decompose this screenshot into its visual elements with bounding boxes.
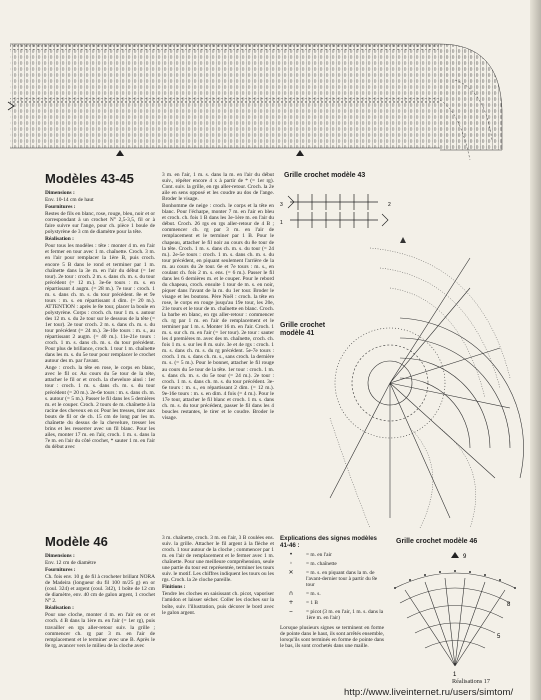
svg-text:2: 2 <box>388 202 391 208</box>
grid-46-label: Grille crochet modèle 46 <box>396 538 478 545</box>
legend-text: = m. s. en piquant dans la m. de l'avant-dernier tour à partir du 8e tour <box>306 570 378 588</box>
angel-text: Ange : croch. la tête en rose, le corps en blanc, avec le fil or. Au cours du 5e tour de la tête, attacher le fil or et croch. la chevelure ainsi : 1er tour : croch. 1 m. s. dans ch. m. s. du tour précédent (= 20 m.). 2e-6e tours : m. s. dans ch. m. s. autour (= 5 m.). Passer le fil dans les 5 dernières m. et le couper. Croch. 2 tours de m. chaînette à la racine des cheveux en or. Pour les tresses, tirer aux bouts de fil or de ch. 15 cm de long par les m. chaînette du dessus de la chevelure, tresser les brins et les resserrer avec un fil blanc. Pour les ailes, monter 17 m. en l'air, croch. 1 m. s. dans la 7e m. en l'air du côté crochet, * sauter 1 m. en l'air du début avec <box>45 365 155 450</box>
section-title-43-45: Modèles 43-45 <box>45 171 134 186</box>
cross-stitch-icon: ✕ <box>288 569 294 576</box>
snowman-santa-text: Bonhomme de neige : croch. le corps et la tête en blanc. Pour l'écharpe, monter 7 m. en l'air en bleu et croch. ch. fois 1 B dans les 3e-1ère m. en l'air du début. Croch. 26 rgs en rgs aller-retour de 4 B ; commencer ch. rg par 3 m. en l'air de remplacement et le terminer par 1 B. Pour le chapeau, attacher le fil noir au cours du 8e tour de la tête. Croch. 1 m. s. dans ch. m. s. du tour (= 24 m.). 2e-5e tours : croch. 1 m. s. dans ch. m. s. du tour précédent, en piquant seulement l'arrière de la m. au cours du 2e tour. 6e et 7e tours : m. s., en coulant ch. fois 2 m. s. ens. (= 6 m.). Passer le fil dans les 6 dernières m. et le couper. Pour le rebord du chapeau, croch. ensuite 1 tour de m. s. en noir, piquer dans l'avant de la m. du 1er tour. Broder le visage et les boutons. Père Noël : croch. la tête en rose, le corps en rouge jusqu'au 19e tour, les 20e, 21e tours et le tour de m. chaînette en blanc. Croch. la barbe en blanc, en rgs aller-retour : commencer ch. rg par 1 m. en l'air de remplacement et le terminer par 1 m. s. Monter 16 m. en l'air. Croch. 1 m. s. sur ch. m. en l'air (= 1er tour). 2e tour : sauter les 4 premières m. avec des m. chaînette, croch. ch. fois 1 m. s. sur les 8 m. suiv. 3e et 4e rgs : croch. 1 m. s. dans ch. m. s. du rg précédent. 5e-7e tours : croch. 1 m. s. dans ch. m. s., sans croch. la dernière m. s. (= 5 m.). Pour le bonnet, attacher le fil rouge au cours du 5e tour de la tête. 1er tour : croch. 1 m. s. dans ch. m. s. du 5e tour (= 24 m.). 2e tour : croch. 1 m. s. dans ch. m. s. du tour précédent. 3e-6e tours : m. s., en répartissant 2 dim. (= 12 m.). 9e-16e tours : m. s. en dim. 4 fois (= 4 m.). Pour le 17e tour, attacher le fil blanc et croch. 1 m. s. dans ch. m. s. du tour précédent, passer le fil dans les 4 boucles restantes, le tirer et le coudre. Broder le visage. <box>162 203 274 421</box>
instructions-column-1 <box>45 172 155 451</box>
realisation-heading: Réalisation : <box>45 236 74 243</box>
top-crochet-chart <box>0 0 541 170</box>
svg-text:1: 1 <box>280 220 283 226</box>
svg-text:9: 9 <box>463 554 467 560</box>
slip-stitch-icon: ◦ <box>289 560 293 567</box>
instructions-column-4 <box>162 535 274 617</box>
legend-item <box>280 600 384 606</box>
legend-text: = m. chaînette <box>306 561 337 567</box>
realisation-text-46: Pour une cloche, monter 4 m. en l'air en or et croch. 4 B dans la 1ère m. en l'air (= 1er rg), puis travailler en rgs aller-retour suiv. la grille ; commencer ch. rg par 3 m. en l'air de remplacement et le terminer avec une B. Après le 8e rg, avancer vers le milieu de la cloche avec <box>45 612 155 649</box>
svg-text:1: 1 <box>453 672 457 678</box>
source-url: http://www.liveinternet.ru/users/simtom/ <box>344 687 514 698</box>
instructions-column-3 <box>45 535 155 650</box>
legend-text: = m. s. <box>306 591 321 597</box>
dimensions-text-46: Env. 12 cm de diamètre <box>45 560 96 567</box>
grid-43-label: Grille crochet modèle 43 <box>284 172 366 179</box>
legend-item <box>280 609 384 621</box>
legend-text: = m. en l'air <box>306 552 332 558</box>
svg-text:8: 8 <box>507 602 511 608</box>
svg-text:3: 3 <box>280 202 283 208</box>
double-crochet-icon: + <box>288 599 294 606</box>
wings-text: 3 m. en l'air, 1 m. s. dans la m. en l'air du début suiv., répéter encore 4 x à partir de * (= 1er rg). Cont. suiv. la grille, en rgs aller-retour. Croch. la 2e aile en sens opposé et les coudre au dos de l'ange. Broder le visage. <box>162 172 274 203</box>
chain-stitch-icon: • <box>289 551 293 558</box>
realisation-heading-46: Réalisation : <box>45 605 74 612</box>
grid-41-chart <box>270 228 530 533</box>
legend-item <box>280 591 384 597</box>
dimensions-text: Env. 10-14 cm de haut <box>45 197 94 204</box>
symbols-legend <box>280 535 384 649</box>
grid-46-chart <box>385 548 525 678</box>
page-number: Réalisations 17 <box>452 678 490 685</box>
finishing-text: Tendre les cloches en saisissant ch. picot, vaporiser l'amidon et laisser sécher. Coller les cloches sur la boîte, suiv. l'illustration, puis décorer le bord avec le galon argent. <box>162 591 274 616</box>
page-edge <box>530 0 541 700</box>
supplies-text-46: Ch. fois env. 10 g de fil à crocheter brillant NORA de Madeira (longueur du fil 100 m/25 g) en or (coul. 324) et argent (coul. 342), 1 boîte de 12 cm de diamètre, env. 40 cm de galon argent, 1 crochet N° 2. <box>45 574 155 605</box>
picot-icon: ⌣ <box>289 608 293 615</box>
supplies-text: Restes de fils en blanc, rose, rouge, bleu, noir et or correspondant à un crochet N° 2,5-3,5, fil or à faire suivre sur l'ange, pour ch. pièce 1 boule de polystyrène de 3 cm de diamètre pour la tête. <box>45 211 155 236</box>
legend-text: = 1 B <box>306 600 319 606</box>
legend-text: = picot (3 m. en l'air, 1 m. s. dans la 1ère m. en l'air) <box>306 609 384 621</box>
single-crochet-icon: ∩ <box>288 590 294 597</box>
legend-title: Explications des signes modèles 41-46 : <box>280 535 377 549</box>
dimensions-heading-46: Dimensions : <box>45 553 75 559</box>
legend-note: Lorsque plusieurs signes se terminent en forme de pointe dans le haut, ils sont arrêtés ensemble, lorsqu'ils sont terminés en forme de pointe dans le bas, ils sont crochetés dans une maille. <box>280 625 384 649</box>
grid-41-label: Grille crochet modèle 41 <box>280 322 326 337</box>
legend-item <box>280 561 384 567</box>
bell-text: 3 m. chaînette, croch. 3 m. en l'air, 3 B coulées ens. suiv. la grille. Attacher le fil argent à la flèche et croch. 1 tour autour de la cloche ; commencer par 1 m. en l'air de remplacement et le fermer avec 1 m. chaînette. Pour une meilleure compréhension, seule une partie du tour est représentée, terminer les tours suiv. le motif. Les chiffres indiquent les tours ou les rgs. Croch. la 2e cloche pareille. <box>162 535 274 584</box>
supplies-heading: Fournitures : <box>45 204 76 211</box>
legend-item <box>280 552 384 558</box>
realisation-text: Pour tous les modèles : tête : monter 4 m. en l'air et fermer en tour avec 1 m. chaînette. Croch. 3 m. en l'air pour remplacer la 1ère B, puis croch. encore 5 B dans le rond et terminer par 1 m. chaînette dans la 3e m. en l'air du début (= 1er tour). 2e tour : croch. 2 m. s. dans ch. m. s. du tour précédent (= 12 m.). 3e-6e tours : m. s. en répartissant 4 augm. (= 28 m.). 7e tour : croch. 1 m. s. dans ch. m. s. du tour précédent. 8e et 9e tours : m. s. en répartissant 4 dim. (= 20 m.). ATTENTION : après le 8e tour, placer la boule en polystyrène. Corps : croch. ch. tour 1 m. s. autour des 12 m. s. du 2e tour sur le dessous de la tête (= 1er tour). 2e tour croch. 2 m. s. dans ch. m. s. du tour précédent (= 24 m.). 3e-10e tours : m. s., au répartissant 2 augm. (= 40 m.). 11e-21e tours : croch. 1 m. s. dans ch. m. s. du tour précédent. Pour plus de brillance, croch. 1 tour 1 m. chaînette dans les m. s. du 5e tour pour remplacer le crochet autour des m. par l'avant. <box>45 243 155 365</box>
instructions-column-2 <box>162 172 274 422</box>
section-title-46: Modèle 46 <box>45 534 108 549</box>
finishing-heading: Finitions : <box>162 584 186 591</box>
dimensions-heading: Dimensions : <box>45 190 75 196</box>
svg-text:5: 5 <box>497 634 501 640</box>
legend-item <box>280 570 384 588</box>
supplies-heading-46: Fournitures : <box>45 567 76 574</box>
